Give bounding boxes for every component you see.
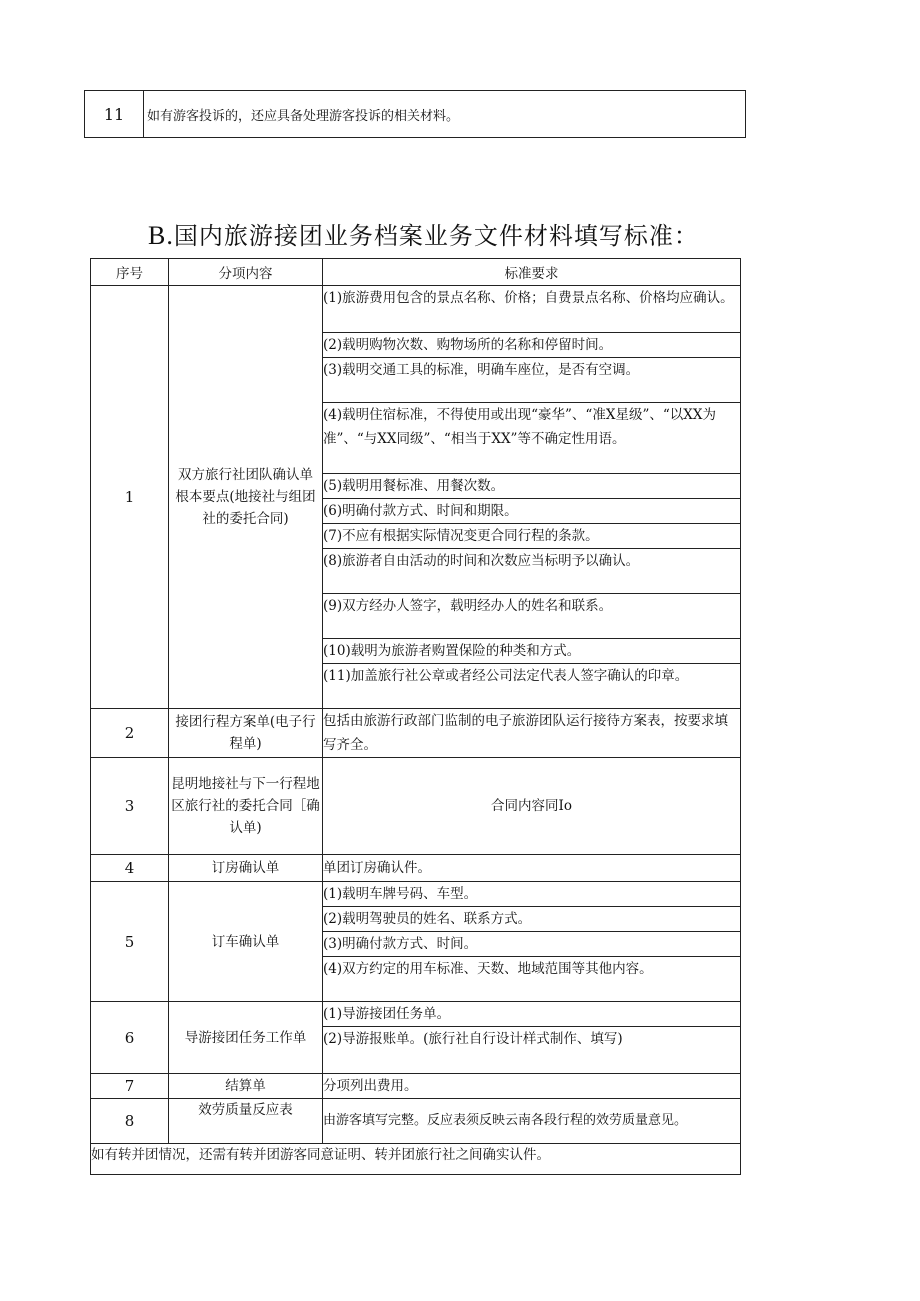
row-text: 如有游客投诉的，还应具备处理游客投诉的相关材料。 <box>147 108 460 124</box>
row-item: 接团行程方案单(电子行程单) <box>169 709 323 758</box>
standard-cell: 合同内容同Io <box>323 758 741 855</box>
row-item <box>169 286 323 709</box>
table-row <box>91 1099 741 1144</box>
table-row <box>91 1074 741 1099</box>
standard-cell: (10)载明为旅游者购置保险的种类和方式。 <box>323 639 741 664</box>
standard-cell: (6)明确付款方式、时间和期限。 <box>323 499 741 524</box>
standard-cell: (7)不应有根据实际情况变更合同行程的条款。 <box>323 524 741 549</box>
row-number: 5 <box>91 882 169 1002</box>
table-note-row <box>91 1144 741 1175</box>
row-number: 6 <box>91 1002 169 1074</box>
row-item: 订车确认单 <box>169 882 323 1002</box>
standard-cell: (1)导游接团任务单。 <box>323 1002 741 1027</box>
heading-prefix: B. <box>148 221 174 250</box>
table-row <box>91 758 741 855</box>
row-number: 3 <box>91 758 169 855</box>
table-note: 如有转并团情况，还需有转并团游客同意证明、转并团旅行社之间确实认件。 <box>91 1144 741 1175</box>
standard-cell: (2)载明购物次数、购物场所的名称和停留时间。 <box>323 333 741 358</box>
standard-cell: (1)载明车牌号码、车型。 <box>323 882 741 907</box>
standards-table <box>90 258 741 1175</box>
row-item: 结算单 <box>169 1074 323 1099</box>
header-number: 序号 <box>91 259 169 286</box>
header-standard: 标准要求 <box>323 259 741 286</box>
standard-cell: 由游客填写完整。反应表须反映云南各段行程的效劳质量意见。 <box>323 1099 741 1144</box>
row-number: 1 <box>91 286 169 709</box>
row-number: 11 <box>85 91 144 137</box>
standard-cell: (2)导游报账单。(旅行社自行设计样式制作、填写) <box>323 1027 741 1074</box>
table-row <box>91 286 741 333</box>
row-number: 7 <box>91 1074 169 1099</box>
row-item: 效劳质量反应表 <box>169 1099 323 1144</box>
table-row <box>91 709 741 758</box>
standard-cell: 包括由旅游行政部门监制的电子旅游团队运行接待方案表，按要求填写齐全。 <box>323 709 741 758</box>
row-item: 昆明地接社与下一行程地区旅行社的委托合同［确认单) <box>169 758 323 855</box>
standard-cell: 单团订房确认件。 <box>323 855 741 882</box>
heading-text: 国内旅游接团业务档案业务文件材料填写标准： <box>173 222 699 250</box>
standard-cell: (4)双方约定的用车标准、天数、地域范围等其他内容。 <box>323 957 741 1002</box>
row-number: 2 <box>91 709 169 758</box>
row-number: 8 <box>91 1099 169 1144</box>
row-item: 导游接团任务工作单 <box>169 1002 323 1074</box>
row-item: 订房确认单 <box>169 855 323 882</box>
table-row <box>91 882 741 907</box>
header-item: 分项内容 <box>169 259 323 286</box>
table-row-11 <box>84 90 746 138</box>
table-header-row <box>91 259 741 286</box>
standard-cell: (9)双方经办人签字，载明经办人的姓名和联系。 <box>323 594 741 639</box>
row-number: 4 <box>91 855 169 882</box>
table-row <box>91 1002 741 1027</box>
standard-cell: (1)旅游费用包含的景点名称、价格；自费景点名称、价格均应确认。 <box>323 286 741 333</box>
standard-cell: (3)载明交通工具的标准，明确车座位，是否有空调。 <box>323 358 741 403</box>
table-row <box>91 855 741 882</box>
standard-cell: (8)旅游者自由活动的时间和次数应当标明予以确认。 <box>323 549 741 594</box>
standard-cell: (5)载明用餐标准、用餐次数。 <box>323 474 741 499</box>
standard-cell: (4)载明住宿标准，不得使用或出现“豪华”、“准X星级”、“以XX为准”、“与XX同级”、“相当于XX”等不确定性用语。 <box>323 403 741 474</box>
standard-cell: 分项列出费用。 <box>323 1074 741 1099</box>
standard-cell: (3)明确付款方式、时间。 <box>323 932 741 957</box>
standard-cell: (11)加盖旅行社公章或者经公司法定代表人签字确认的印章。 <box>323 664 741 709</box>
standard-cell: (2)载明驾驶员的姓名、联系方式。 <box>323 907 741 932</box>
row-item-text: 双方旅行社团队确认单根本要点(地接社与组团社的委托合同) <box>175 467 316 527</box>
section-heading <box>148 216 699 251</box>
